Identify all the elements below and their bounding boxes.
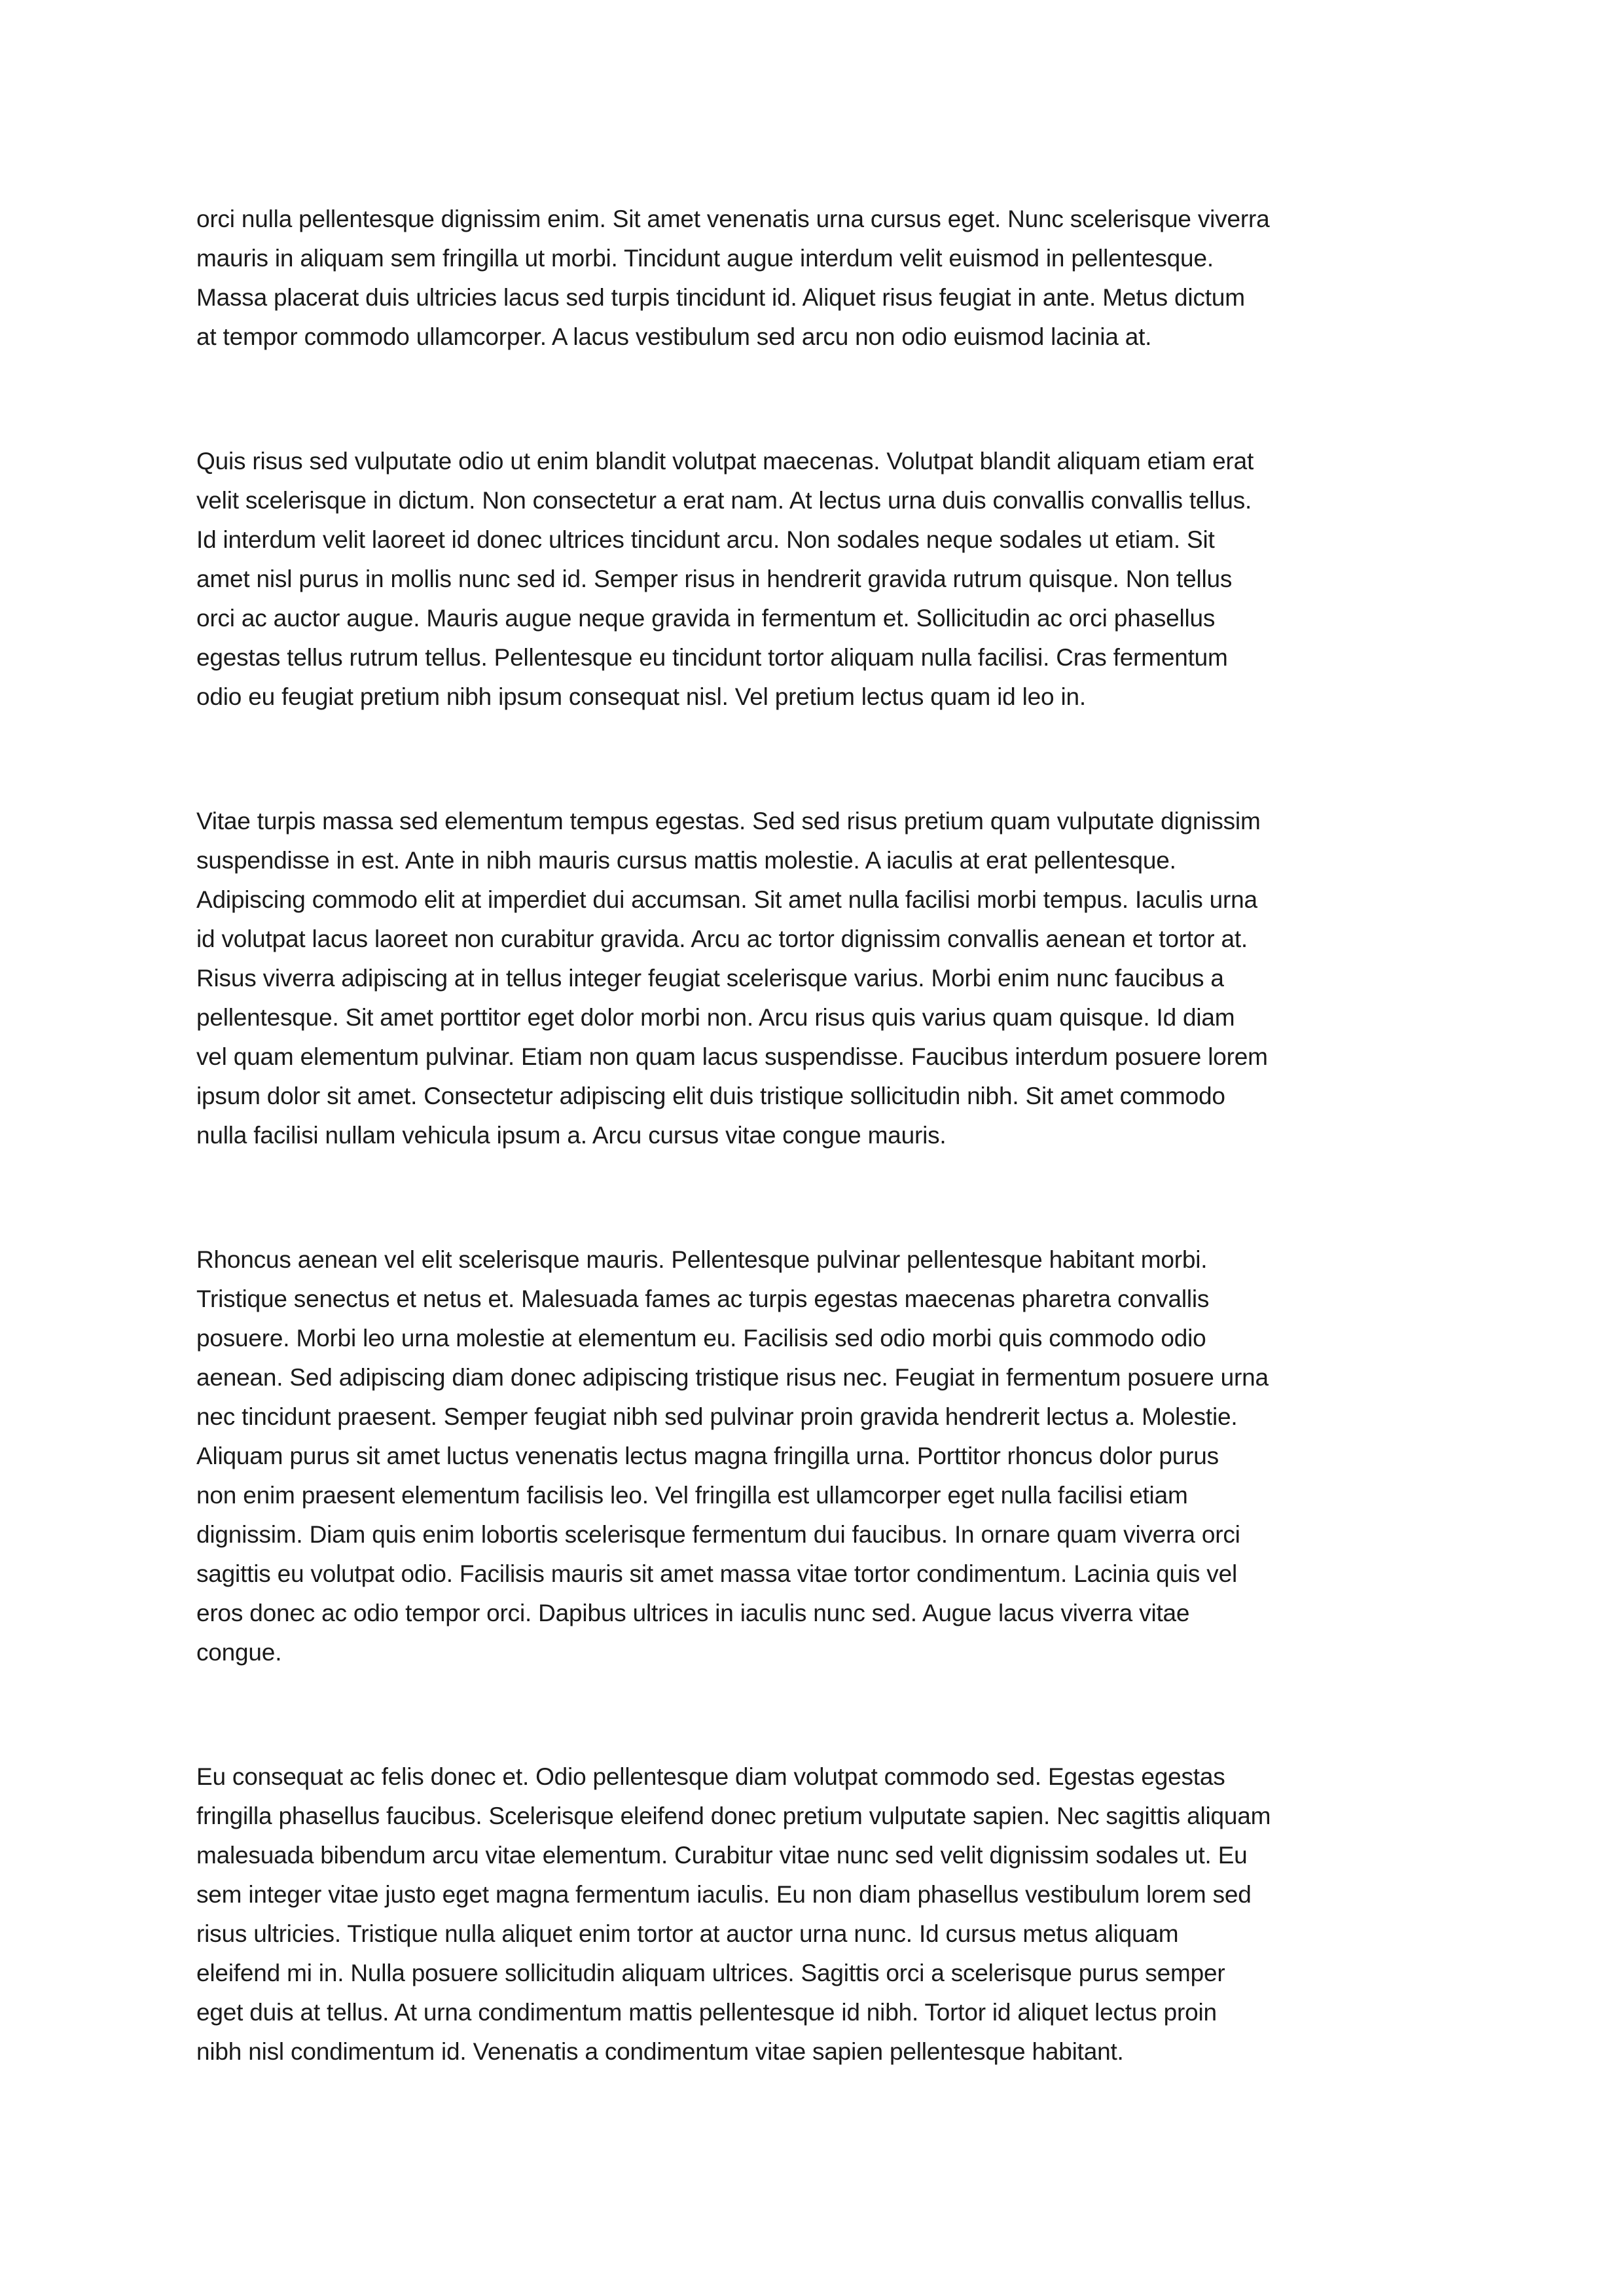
text-line: Adipiscing commodo elit at imperdiet dui accumsan. Sit amet nulla facilisi morbi tempus. Iaculis urna: [196, 886, 1257, 913]
text-line: fringilla phasellus faucibus. Scelerisque eleifend donec pretium vulputate sapien. Nec sagittis aliquam: [196, 1803, 1271, 1829]
text-line: malesuada bibendum arcu vitae elementum. Curabitur vitae nunc sed velit dignissim sodales ut. Eu: [196, 1842, 1248, 1869]
text-line: egestas tellus rutrum tellus. Pellentesque eu tincidunt tortor aliquam nulla facilisi. Cras fermentum: [196, 644, 1228, 671]
text-line: risus ultricies. Tristique nulla aliquet enim tortor at auctor urna nunc. Id cursus metus aliquam: [196, 1920, 1179, 1947]
text-line: sagittis eu volutpat odio. Facilisis mauris sit amet massa vitae tortor condimentum. Lacinia quis vel: [196, 1560, 1237, 1587]
text-line: posuere. Morbi leo urna molestie at elementum eu. Facilisis sed odio morbi quis commodo odio: [196, 1325, 1206, 1352]
text-line: ipsum dolor sit amet. Consectetur adipiscing elit duis tristique sollicitudin nibh. Sit amet commodo: [196, 1083, 1225, 1109]
text-line: id volutpat lacus laoreet non curabitur gravida. Arcu ac tortor dignissim convallis aenean et tortor at.: [196, 925, 1248, 952]
text-line: Rhoncus aenean vel elit scelerisque mauris. Pellentesque pulvinar pellentesque habitant morbi.: [196, 1246, 1208, 1273]
paragraph-3: [196, 802, 1447, 1155]
paragraph-2: [196, 442, 1447, 717]
text-line: mauris in aliquam sem fringilla ut morbi. Tincidunt augue interdum velit euismod in pellentesque.: [196, 245, 1214, 272]
text-line: odio eu feugiat pretium nibh ipsum consequat nisl. Vel pretium lectus quam id leo in.: [196, 683, 1086, 710]
text-line: Eu consequat ac felis donec et. Odio pellentesque diam volutpat commodo sed. Egestas egestas: [196, 1763, 1225, 1790]
text-line: non enim praesent elementum facilisis leo. Vel fringilla est ullamcorper eget nulla facilisi etiam: [196, 1482, 1188, 1509]
text-line: Aliquam purus sit amet luctus venenatis lectus magna fringilla urna. Porttitor rhoncus dolor purus: [196, 1443, 1219, 1469]
text-line: sem integer vitae justo eget magna fermentum iaculis. Eu non diam phasellus vestibulum lorem sed: [196, 1881, 1252, 1908]
text-line: Quis risus sed vulputate odio ut enim blandit volutpat maecenas. Volutpat blandit aliquam etiam erat: [196, 448, 1254, 475]
text-line: vel quam elementum pulvinar. Etiam non quam lacus suspendisse. Faucibus interdum posuere lorem: [196, 1043, 1268, 1070]
text-line: velit scelerisque in dictum. Non consectetur a erat nam. At lectus urna duis convallis convallis tellus.: [196, 487, 1252, 514]
text-line: at tempor commodo ullamcorper. A lacus vestibulum sed arcu non odio euismod lacinia at.: [196, 323, 1152, 350]
text-line: suspendisse in est. Ante in nibh mauris cursus mattis molestie. A iaculis at erat pellentesque.: [196, 847, 1176, 874]
text-line: eget duis at tellus. At urna condimentum mattis pellentesque id nibh. Tortor id aliquet lectus proin: [196, 1999, 1217, 2026]
text-line: Massa placerat duis ultricies lacus sed turpis tincidunt id. Aliquet risus feugiat in ante. Metus dictum: [196, 284, 1245, 311]
text-line: Id interdum velit laoreet id donec ultrices tincidunt arcu. Non sodales neque sodales ut etiam. Sit: [196, 526, 1215, 553]
text-line: Risus viverra adipiscing at in tellus integer feugiat scelerisque varius. Morbi enim nunc faucibus a: [196, 965, 1224, 992]
paragraph-1: [196, 200, 1447, 357]
text-line: dignissim. Diam quis enim lobortis scelerisque fermentum dui faucibus. In ornare quam viverra orci: [196, 1521, 1240, 1548]
document-text-content: [196, 200, 1447, 2072]
text-line: congue.: [196, 1639, 282, 1666]
text-line: aenean. Sed adipiscing diam donec adipiscing tristique risus nec. Feugiat in fermentum posuere urna: [196, 1364, 1269, 1391]
text-line: nec tincidunt praesent. Semper feugiat nibh sed pulvinar proin gravida hendrerit lectus a. Molestie.: [196, 1403, 1238, 1430]
paragraph-4: [196, 1240, 1447, 1672]
text-line: orci nulla pellentesque dignissim enim. Sit amet venenatis urna cursus eget. Nunc scelerisque viverra: [196, 206, 1270, 232]
text-line: amet nisl purus in mollis nunc sed id. Semper risus in hendrerit gravida rutrum quisque. Non tellus: [196, 565, 1233, 592]
text-line: eleifend mi in. Nulla posuere sollicitudin aliquam ultrices. Sagittis orci a scelerisque purus semper: [196, 1960, 1225, 1986]
text-line: pellentesque. Sit amet porttitor eget dolor morbi non. Arcu risus quis varius quam quisque. Id diam: [196, 1004, 1235, 1031]
text-line: orci ac auctor augue. Mauris augue neque gravida in fermentum et. Sollicitudin ac orci phasellus: [196, 605, 1216, 632]
paragraph-5: [196, 1757, 1447, 2072]
text-line: nibh nisl condimentum id. Venenatis a condimentum vitae sapien pellentesque habitant.: [196, 2038, 1124, 2065]
text-line: nulla facilisi nullam vehicula ipsum a. Arcu cursus vitae congue mauris.: [196, 1122, 947, 1149]
text-line: Tristique senectus et netus et. Malesuada fames ac turpis egestas maecenas pharetra convallis: [196, 1285, 1210, 1312]
text-line: Vitae turpis massa sed elementum tempus egestas. Sed sed risus pretium quam vulputate dignissim: [196, 808, 1261, 834]
text-line: eros donec ac odio tempor orci. Dapibus ultrices in iaculis nunc sed. Augue lacus viverra vitae: [196, 1600, 1190, 1626]
